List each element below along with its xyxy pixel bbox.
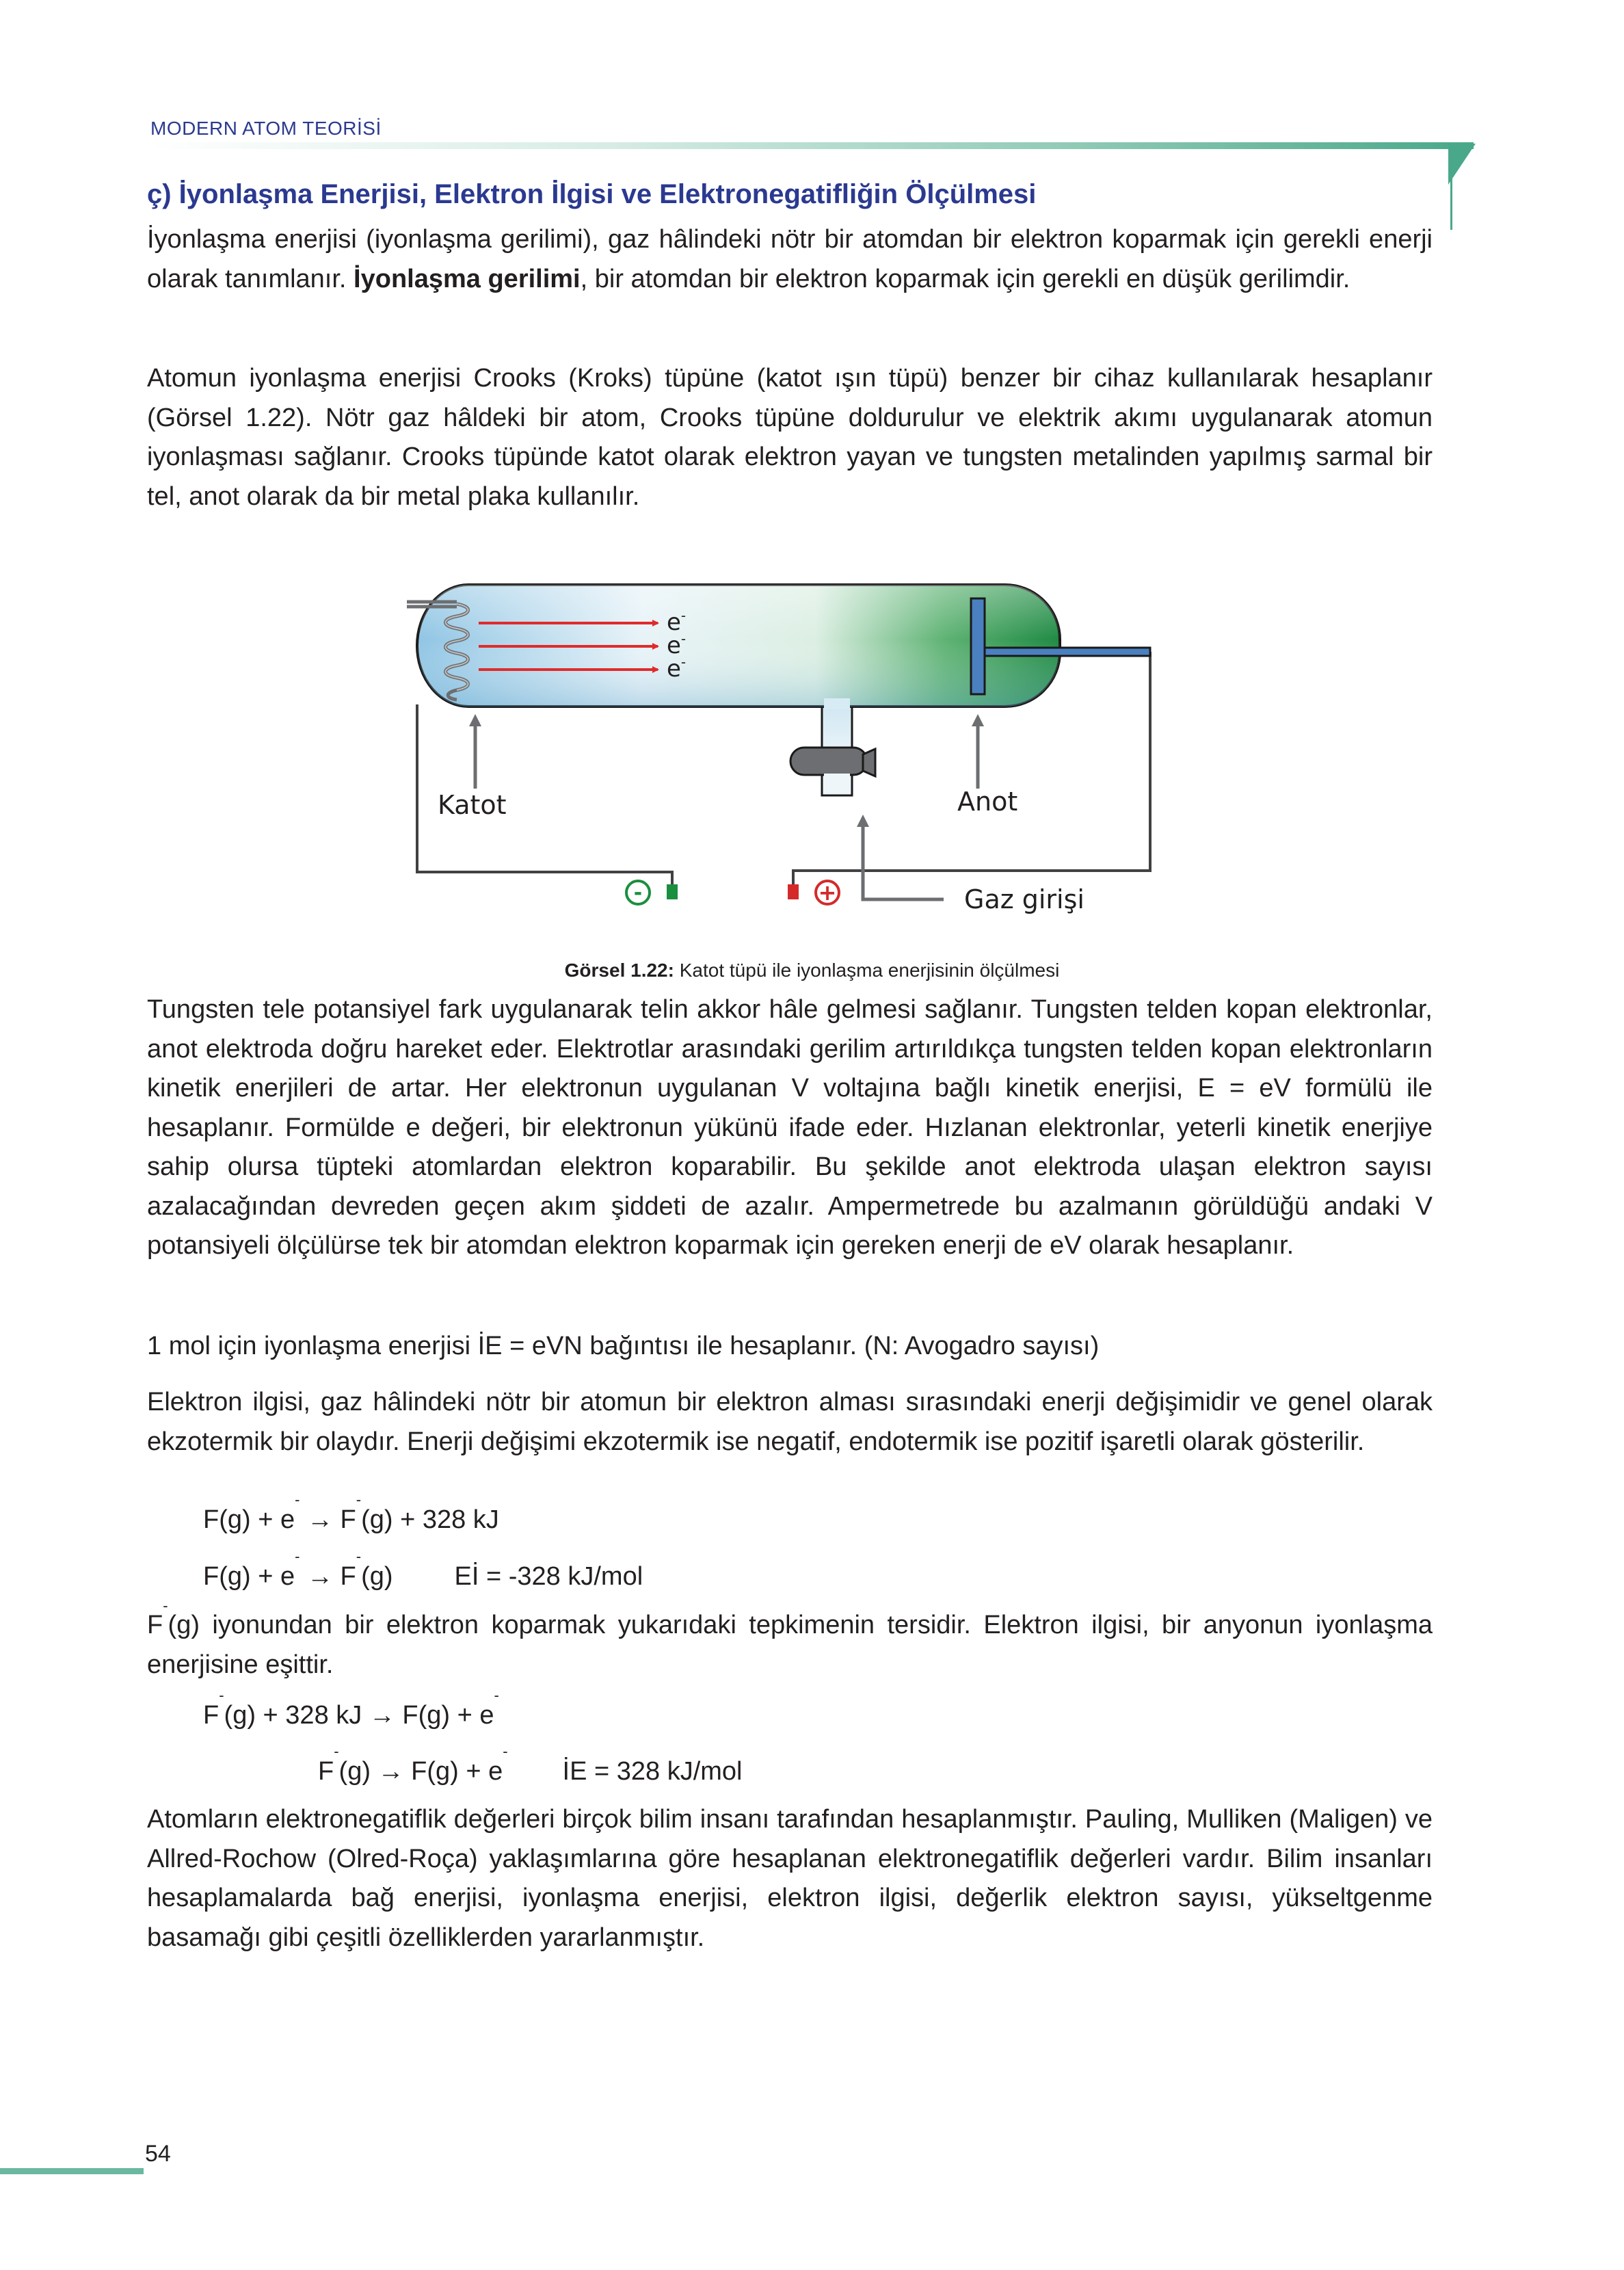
gas-valve <box>790 748 867 775</box>
footer-bar <box>0 2168 144 2174</box>
cathode-label: Katot <box>438 790 507 820</box>
svg-text:+: + <box>818 880 837 906</box>
paragraph-anion: F-(g) iyonundan bir elektron koparmak yukarıdaki tepkimenin tersidir. Elektron ilgisi, bir anyonun iyonlaşma enerjisine eşittir. <box>147 1597 1433 1679</box>
gas-inlet-label: Gaz girişi <box>964 884 1084 914</box>
header-vline <box>1450 149 1452 230</box>
section-title: ç) İyonlaşma Enerjisi, Elektron İlgisi ve Elektronegatifliğin Ölçülmesi <box>147 179 1037 209</box>
paragraph-tungsten: Tungsten tele potansiyel fark uygulanarak telin akkor hâle gelmesi sağlanır. Tungsten telden kopan elektronlar, anot elektroda doğru hareket eder. Elektrotlar arasındaki gerilim artırıldıkça tungsten telden kopan elektronların kinetik enerjileri de artar. Her elektronun uygulanan V voltajına bağlı kinetik enerjisi, E = eV formülü ile hesaplanır. Formülde e değeri, bir elektronun yükünü ifade eder. Hızlanan elektronlar, yeterli kinetik enerjiye sahip olursa tüpteki atomlardan elektron koparabilir. Bu şekilde anot elektroda ulaşan elektron sayısı azalacağından devreden geçen akım şiddeti de azalır. Ampermetrede bu azalmanın görüldüğü andaki V potansiyeli ölçülürse tek bir atomdan elektron koparmak için gereken enerji de eV olarak hesaplanır. <box>147 995 1433 1260</box>
paragraph-ionization-definition: İyonlaşma enerjisi (iyonlaşma gerilimi), gaz hâlindeki nötr bir atomdan bir elektron koparmak için gerekli enerji olarak tanımlanır. İyonlaşma gerilimi, bir atomdan bir elektron koparmak için gerekli en düşük gerilimdir. <box>147 225 1433 293</box>
anode-label: Anot <box>957 787 1018 817</box>
figure-caption: Görsel 1.22: Katot tüpü ile iyonlaşma enerjisinin ölçülmesi <box>564 960 1060 981</box>
header-bar <box>147 142 1474 149</box>
equation-2: F(g) + e- → F-(g) Eİ = -328 kJ/mol <box>203 1548 643 1591</box>
header-tab <box>1448 144 1476 185</box>
equation-4: F-(g) → F(g) + e-İE = 328 kJ/mol <box>318 1743 743 1786</box>
electron-label: e- <box>667 654 687 683</box>
electron-label: e- <box>667 631 687 659</box>
svg-text:-: - <box>633 881 643 905</box>
anode-plate <box>971 598 985 694</box>
paragraph-mol-ionization: 1 mol için iyonlaşma enerjisi İE = eVN bağıntısı ile hesaplanır. (N: Avogadro sayısı) <box>147 1332 1100 1360</box>
page-number: 54 <box>145 2141 171 2167</box>
anode-rod <box>985 648 1150 656</box>
equation-3: F-(g) + 328 kJ → F(g) + e- <box>203 1687 499 1730</box>
paragraph-crooks-tube: Atomun iyonlaşma enerjisi Crooks (Kroks) tüpüne (katot ışın tüpü) benzer bir cihaz kullanılarak hesaplanır (Görsel 1.22). Nötr gaz hâldeki bir atom, Crooks tüpüne doldurulur ve elektrik akımı uygulanarak atomun iyonlaşması sağlanır. Crooks tüpünde katot olarak elektron yayan ve tungsten metalinden yapılmış sarmal bir tel, anot olarak da bir metal plaka kullanılır. <box>147 364 1433 511</box>
electron-label: e- <box>667 607 687 636</box>
cathode-tube-figure <box>403 571 1190 934</box>
equation-1: F(g) + e- → F-(g) + 328 kJ <box>203 1491 499 1534</box>
paragraph-electron-affinity: Elektron ilgisi, gaz hâlindeki nötr bir atomun bir elektron alması sırasındaki enerji değişimidir ve genel olarak ekzotermik bir olaydır. Enerji değişimi ekzotermik ise negatif, endotermik ise pozitif işaretli olarak gösterilir. <box>147 1388 1433 1456</box>
paragraph-electronegativity: Atomların elektronegatiflik değerleri birçok bilim insanı tarafından hesaplanmıştır. Pauling, Mulliken (Maligen) ve Allred-Rochow (Olred-Roça) yaklaşımlarına göre hesaplanan elektronegatiflik değerleri vardır. Bilim insanları hesaplamalarda bağ enerjisi, iyonlaşma enerjisi, elektron ilgisi, değerlik elektron sayısı, yükseltgenme basamağı gibi çeşitli özelliklerden yararlanmıştır. <box>147 1805 1433 1952</box>
header-label: MODERN ATOM TEORİSİ <box>150 118 382 139</box>
